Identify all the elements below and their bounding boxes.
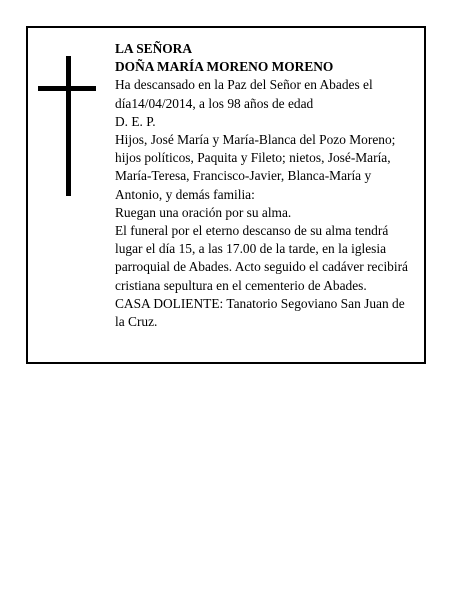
cross-icon	[28, 28, 108, 228]
notice-heading: LA SEÑORA	[115, 41, 193, 56]
death-announcement: Ha descansado en la Paz del Señor en Abades el día14/04/2014, a los 98 años de edad	[115, 77, 373, 111]
obituary-notice	[26, 26, 426, 364]
notice-text	[115, 40, 417, 331]
prayer-request: Ruegan una oración por su alma.	[115, 204, 292, 220]
family-list: Hijos, José María y María-Blanca del Pozo Moreno; hijos políticos, Paquita y Fileto; nietos, José-María, María-Teresa, Francisco-Javier, Blanca-María y Antonio, y demás familia:	[115, 132, 396, 202]
mourning-house: CASA DOLIENTE: Tanatorio Segoviano San Juan de la Cruz.	[115, 295, 405, 330]
deceased-name: DOÑA MARÍA MORENO MORENO	[115, 59, 334, 75]
rip-text: D. E. P.	[115, 113, 156, 129]
cross-horizontal-bar	[38, 86, 96, 91]
funeral-details: El funeral por el eterno descanso de su alma tendrá lugar el día 15, a las 17.00 de la tarde, en la iglesia parroquial de Abades. Acto seguido el cadáver recibirá cristiana sepultura en el cementerio de Abades.	[115, 223, 408, 293]
cross-vertical-bar	[66, 56, 71, 196]
